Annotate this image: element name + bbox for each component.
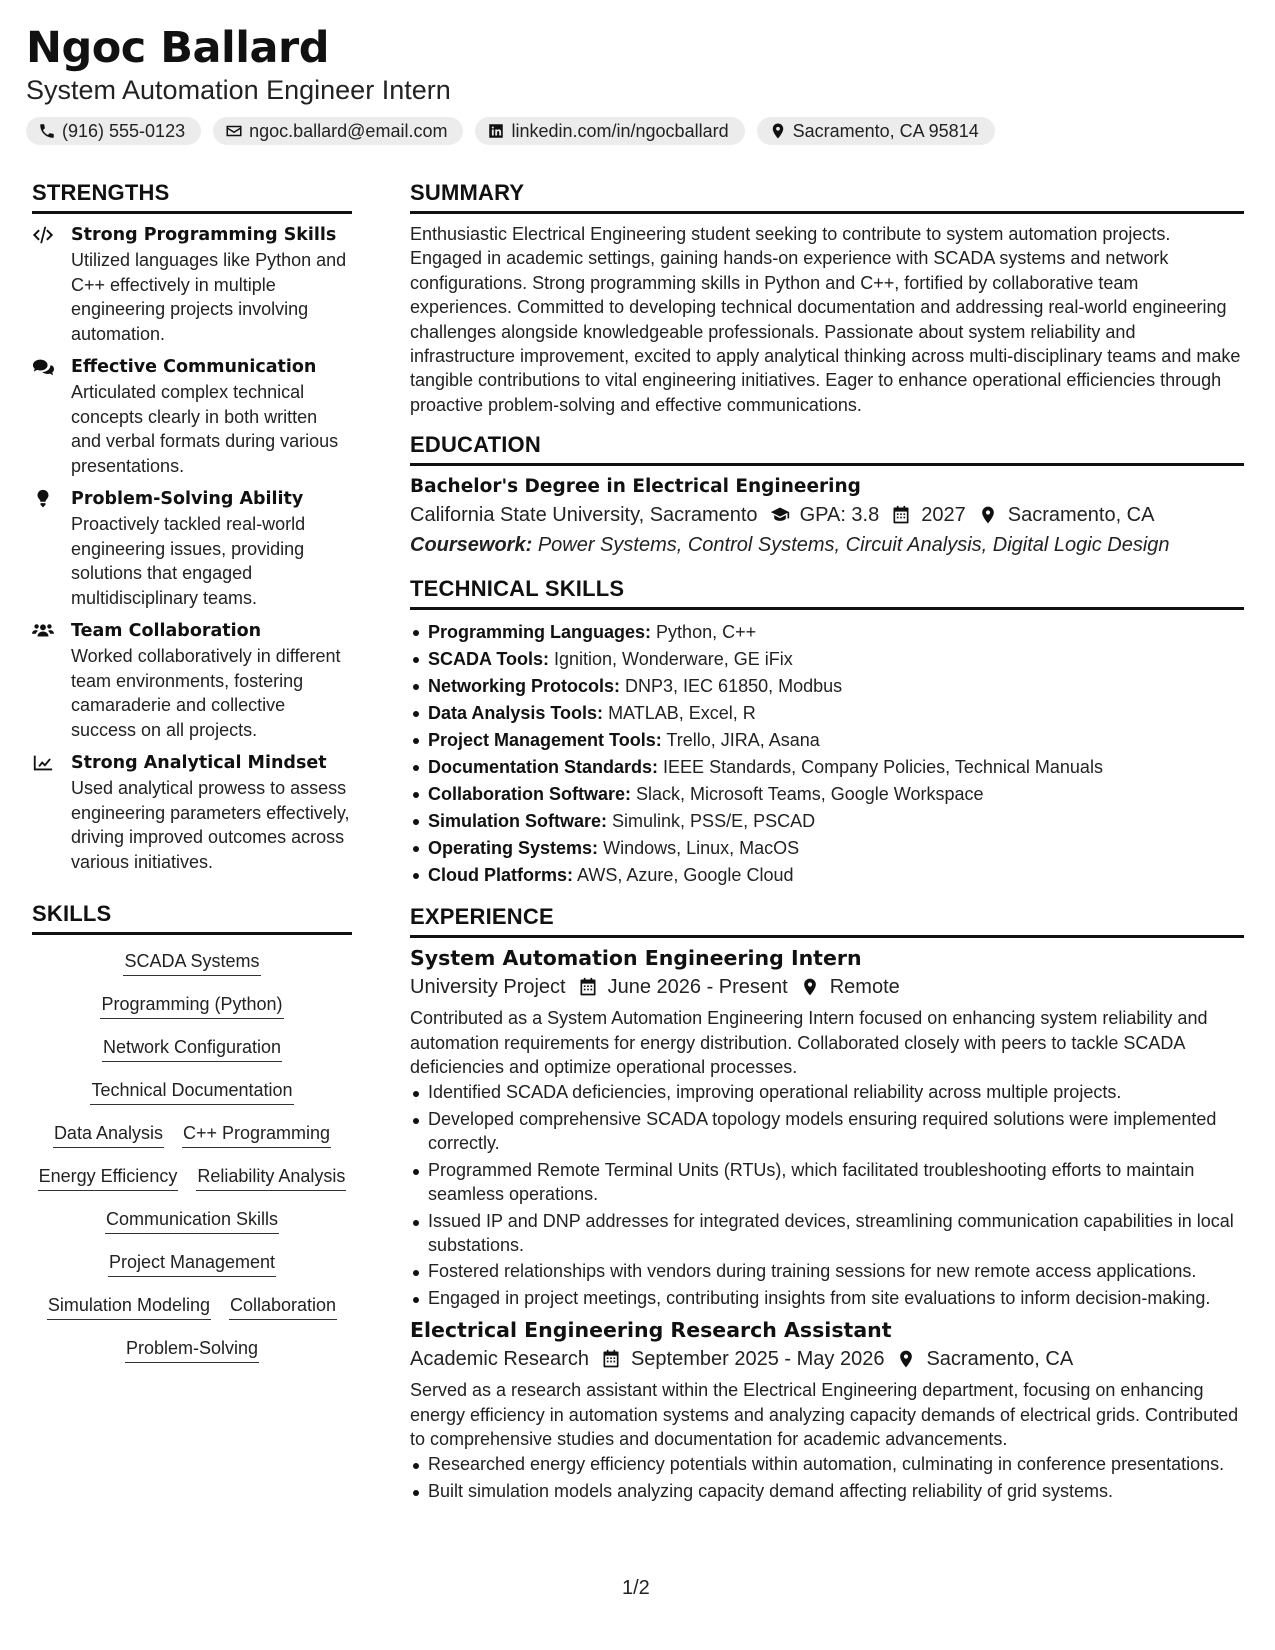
- degree-title: Bachelor's Degree in Electrical Engineering: [410, 476, 861, 498]
- lightbulb-icon: [32, 489, 54, 509]
- contact-phone-text: (916) 555-0123: [62, 120, 186, 141]
- list-item: Fostered relationships with vendors during training sessions for new remote access applications.: [410, 1259, 1244, 1283]
- tech-skill-value: AWS, Azure, Google Cloud: [577, 865, 794, 886]
- skill-chip: Project Management: [108, 1250, 276, 1277]
- skill-chip: Programming (Python): [100, 992, 283, 1019]
- job-dates: September 2025 - May 2026: [630, 1348, 885, 1371]
- technical-skills-list: [410, 619, 1244, 889]
- tech-skill-value: MATLAB, Excel, R: [608, 703, 756, 724]
- job-dates: June 2026 - Present: [607, 976, 788, 999]
- list-item: [410, 619, 1244, 646]
- experience-entry: [410, 944, 1244, 1310]
- location-pin-icon: [769, 122, 787, 140]
- strength-item: [32, 355, 352, 478]
- calendar-icon: [891, 505, 911, 525]
- location-pin-icon: [800, 977, 820, 997]
- skills-list: [32, 949, 352, 1363]
- tech-skill-label: Data Analysis Tools:: [428, 703, 604, 724]
- calendar-icon: [601, 1349, 621, 1369]
- gpa: GPA: 3.8: [799, 504, 880, 527]
- tech-skill-value: Trello, JIRA, Asana: [666, 730, 820, 751]
- coursework: [410, 530, 1244, 560]
- strength-title: Strong Programming Skills: [71, 225, 337, 245]
- tech-skill-label: Simulation Software:: [428, 811, 608, 832]
- job-location: Sacramento, CA: [926, 1348, 1074, 1371]
- strength-title: Team Collaboration: [71, 621, 262, 641]
- list-item: Programmed Remote Terminal Units (RTUs), which facilitated troubleshooting efforts to maintain seamless operations.: [410, 1158, 1244, 1207]
- skill-chip: Technical Documentation: [90, 1078, 293, 1105]
- list-item: [410, 673, 1244, 700]
- technical-skills-heading: TECHNICAL SKILLS: [410, 574, 1244, 610]
- list-item: [410, 781, 1244, 808]
- tech-skill-value: DNP3, IEC 61850, Modbus: [625, 676, 843, 697]
- contact-email[interactable]: [213, 117, 463, 145]
- tech-skill-label: Documentation Standards:: [428, 757, 659, 778]
- strength-item: [32, 487, 352, 610]
- right-column: [410, 178, 1244, 1505]
- chart-line-icon: [32, 753, 54, 773]
- education-heading: EDUCATION: [410, 430, 1244, 466]
- phone-icon: [38, 122, 56, 140]
- candidate-name: Ngoc Ballard: [26, 23, 330, 73]
- job-title: Electrical Engineering Research Assistant: [410, 1318, 892, 1343]
- tech-skill-label: Operating Systems:: [428, 838, 599, 859]
- job-org: University Project: [410, 976, 566, 999]
- coursework-label: Coursework:: [410, 534, 533, 557]
- tech-skill-value: Simulink, PSS/E, PSCAD: [612, 811, 816, 832]
- list-item: Researched energy efficiency potentials within automation, culminating in conference presentations.: [410, 1452, 1244, 1476]
- experience-entry: [410, 1316, 1244, 1503]
- skill-chip: SCADA Systems: [123, 949, 260, 976]
- contact-location: [757, 117, 995, 145]
- coursework-list: Power Systems, Control Systems, Circuit Analysis, Digital Logic Design: [537, 534, 1170, 557]
- job-description: Contributed as a System Automation Engineering Intern focused on enhancing system reliability and automation requirements for energy distribution. Collaborated closely with peers to tackle SCADA deficiencies and optimize operational processes.: [410, 1008, 1208, 1078]
- tech-skill-label: Project Management Tools:: [428, 730, 662, 751]
- comments-icon: [32, 357, 54, 377]
- skill-chip: Energy Efficiency: [38, 1164, 179, 1191]
- strength-desc: Proactively tackled real-world engineering issues, providing solutions that engaged multidisciplinary teams.: [71, 514, 306, 608]
- list-item: [410, 754, 1244, 781]
- contact-linkedin-text: linkedin.com/in/ngocballard: [511, 120, 729, 141]
- skill-chip: Collaboration: [229, 1293, 337, 1320]
- strengths-heading: STRENGTHS: [32, 178, 352, 214]
- skill-chip: Data Analysis: [53, 1121, 164, 1148]
- job-meta: [410, 972, 1244, 1002]
- tech-skill-label: Collaboration Software:: [428, 784, 632, 805]
- list-item: Engaged in project meetings, contributing insights from site evaluations to inform decision-making.: [410, 1286, 1244, 1310]
- tech-skill-value: Windows, Linux, MacOS: [603, 838, 800, 859]
- tech-skill-value: IEEE Standards, Company Policies, Technical Manuals: [663, 757, 1103, 778]
- school-name: California State University, Sacramento: [410, 504, 758, 527]
- envelope-icon: [225, 122, 243, 140]
- skill-chip: Communication Skills: [105, 1207, 279, 1234]
- users-icon: [32, 621, 54, 641]
- list-item: Issued IP and DNP addresses for integrated devices, streamlining communication capabilities in local substations.: [410, 1209, 1244, 1258]
- contact-bar: [26, 117, 1246, 145]
- job-bullets: [410, 1452, 1244, 1503]
- skill-chip: Problem-Solving: [125, 1336, 259, 1363]
- tech-skill-value: Slack, Microsoft Teams, Google Workspace: [636, 784, 984, 805]
- skill-chip: Reliability Analysis: [196, 1164, 346, 1191]
- page-number: 1/2: [622, 1577, 650, 1599]
- contact-location-text: Sacramento, CA 95814: [792, 120, 979, 141]
- strength-item: [32, 223, 352, 346]
- tech-skill-label: Cloud Platforms:: [428, 865, 574, 886]
- list-item: Developed comprehensive SCADA topology models ensuring required solutions were implemented correctly.: [410, 1107, 1244, 1156]
- skills-heading: SKILLS: [32, 899, 352, 935]
- education-location: Sacramento, CA: [1007, 504, 1155, 527]
- location-pin-icon: [896, 1349, 916, 1369]
- list-item: [410, 835, 1244, 862]
- experience-heading: EXPERIENCE: [410, 902, 1244, 938]
- code-icon: [32, 225, 54, 245]
- strength-desc: Worked collaboratively in different team environments, fostering camaraderie and collective success on all projects.: [71, 646, 341, 740]
- strength-item: [32, 619, 352, 742]
- candidate-title: System Automation Engineer Intern: [26, 75, 451, 105]
- strength-desc: Utilized languages like Python and C++ effectively in multiple engineering projects involving automation.: [71, 250, 347, 344]
- job-location: Remote: [829, 976, 900, 999]
- tech-skill-label: SCADA Tools:: [428, 649, 549, 670]
- strength-title: Problem-Solving Ability: [71, 489, 304, 509]
- tech-skill-value: Python, C++: [656, 622, 757, 643]
- linkedin-icon: [487, 122, 505, 140]
- location-pin-icon: [978, 505, 998, 525]
- job-bullets: [410, 1080, 1244, 1310]
- calendar-icon: [578, 977, 598, 997]
- list-item: [410, 862, 1244, 889]
- skill-chip: C++ Programming: [182, 1121, 331, 1148]
- strength-item: [32, 751, 352, 874]
- left-column: [32, 178, 352, 1363]
- summary-text: Enthusiastic Electrical Engineering student seeking to contribute to system automation projects. Engaged in academic settings, gaining hands-on experience with SCADA systems and network configurations. Strong programming skills in Python and C++, fortified by collaborative team experiences. Committed to developing technical documentation and addressing real-world engineering challenges alongside knowledgeable professionals. Passionate about system reliability and infrastructure improvement, excited to apply analytical thinking across multi-disciplinary teams and make tangible contributions to vital engineering initiatives. Eager to enhance operational efficiencies through proactive problem-solving and effective communications.: [410, 224, 1241, 415]
- resume-header: [26, 22, 1246, 145]
- strength-desc: Used analytical prowess to assess engineering parameters effectively, driving improved outcomes across various initiatives.: [71, 778, 350, 872]
- skill-chip: Network Configuration: [102, 1035, 282, 1062]
- contact-phone[interactable]: [26, 117, 201, 145]
- job-org: Academic Research: [410, 1348, 589, 1371]
- skill-chip: Simulation Modeling: [47, 1293, 211, 1320]
- education-meta: [410, 500, 1244, 530]
- contact-email-text: ngoc.ballard@email.com: [249, 120, 448, 141]
- list-item: Identified SCADA deficiencies, improving operational reliability across multiple projects.: [410, 1080, 1244, 1104]
- job-meta: [410, 1344, 1244, 1374]
- summary-heading: SUMMARY: [410, 178, 1244, 214]
- list-item: [410, 646, 1244, 673]
- list-item: Built simulation models analyzing capacity demand affecting reliability of grid systems.: [410, 1479, 1244, 1503]
- graduation-year: 2027: [921, 504, 966, 527]
- tech-skill-label: Programming Languages:: [428, 622, 652, 643]
- job-description: Served as a research assistant within the Electrical Engineering department, focusing on enhancing energy efficiency in automation systems and analyzing capacity demands of electrical grids. Contributed to comprehensive studies and documentation for academic advancements.: [410, 1380, 1239, 1449]
- strength-desc: Articulated complex technical concepts clearly in both written and verbal formats during various presentations.: [71, 382, 339, 476]
- list-item: [410, 727, 1244, 754]
- strength-title: Effective Communication: [71, 357, 317, 377]
- list-item: [410, 808, 1244, 835]
- contact-linkedin[interactable]: [475, 117, 744, 145]
- list-item: [410, 700, 1244, 727]
- graduation-cap-icon: [770, 505, 790, 525]
- tech-skill-label: Networking Protocols:: [428, 676, 621, 697]
- strength-title: Strong Analytical Mindset: [71, 753, 327, 773]
- job-title: System Automation Engineering Intern: [410, 946, 862, 971]
- tech-skill-value: Ignition, Wonderware, GE iFix: [554, 649, 793, 670]
